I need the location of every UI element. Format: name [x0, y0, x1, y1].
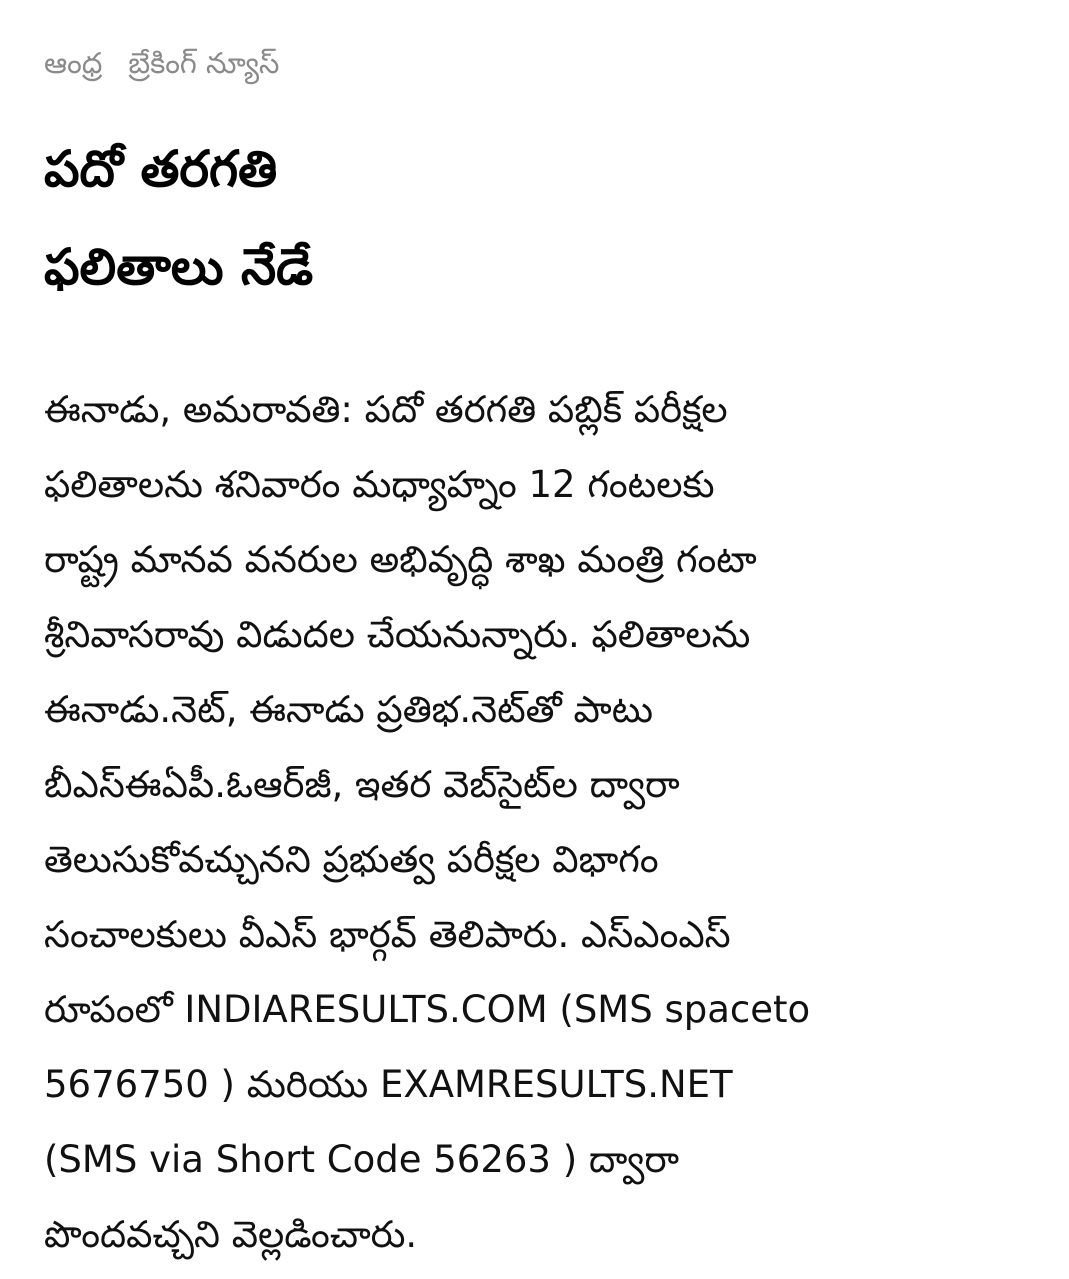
breadcrumb-item-andhra[interactable]: ఆంధ్ర [44, 46, 103, 80]
article-title [44, 120, 744, 316]
article-body-line: తెలుసుకోవచ్చునని ప్రభుత్వ పరీక్షల విభాగం [44, 838, 659, 881]
article-body-line: శ్రీనివాసరావు విడుదల చేయనున్నారు. ఫలితాలను [44, 613, 751, 656]
article-body-line: ఫలితాలను శనివారం మధ్యాహ్నం 12 గంటలకు [44, 463, 715, 506]
article-body-line: ఈనాడు.నెట్, ఈనాడు ప్రతిభ.నెట్‌తో పాటు [44, 688, 654, 731]
article-body [44, 372, 810, 1272]
article-body-line: పొందవచ్చని వెల్లడించారు. [44, 1213, 418, 1256]
article-body-line: ఈనాడు, అమరావతి: పదో తరగతి పబ్లిక్ పరీక్షల [44, 388, 728, 431]
article-body-line: (SMS via Short Code 56263 ) ద్వారా [44, 1138, 679, 1181]
article-body-line: సంచాలకులు వీఎస్ భార్గవ్ తెలిపారు. ఎస్‌ఎంఎస్ [44, 913, 731, 956]
breadcrumb-item-breaking-news[interactable]: బ్రేకింగ్ న్యూస్ [128, 46, 280, 80]
article-body-line: రాష్ట్ర మానవ వనరుల అభివృద్ధి శాఖ మంత్రి గంటా [44, 538, 757, 581]
article-body-line: బీఎస్‌ఈఏపీ.ఓఆర్‌జీ, ఇతర వెబ్‌సైట్‌ల ద్వారా [44, 763, 680, 806]
breadcrumb [44, 38, 279, 88]
article-title-line: ఫలితాలు నేడే [44, 238, 314, 296]
article-body-line: రూపంలో INDIARESULTS.COM (SMS spaceto [44, 988, 811, 1031]
article-body-line: 5676750 ) మరియు EXAMRESULTS.NET [44, 1063, 733, 1106]
article-title-line: పదో తరగతి [44, 140, 278, 198]
